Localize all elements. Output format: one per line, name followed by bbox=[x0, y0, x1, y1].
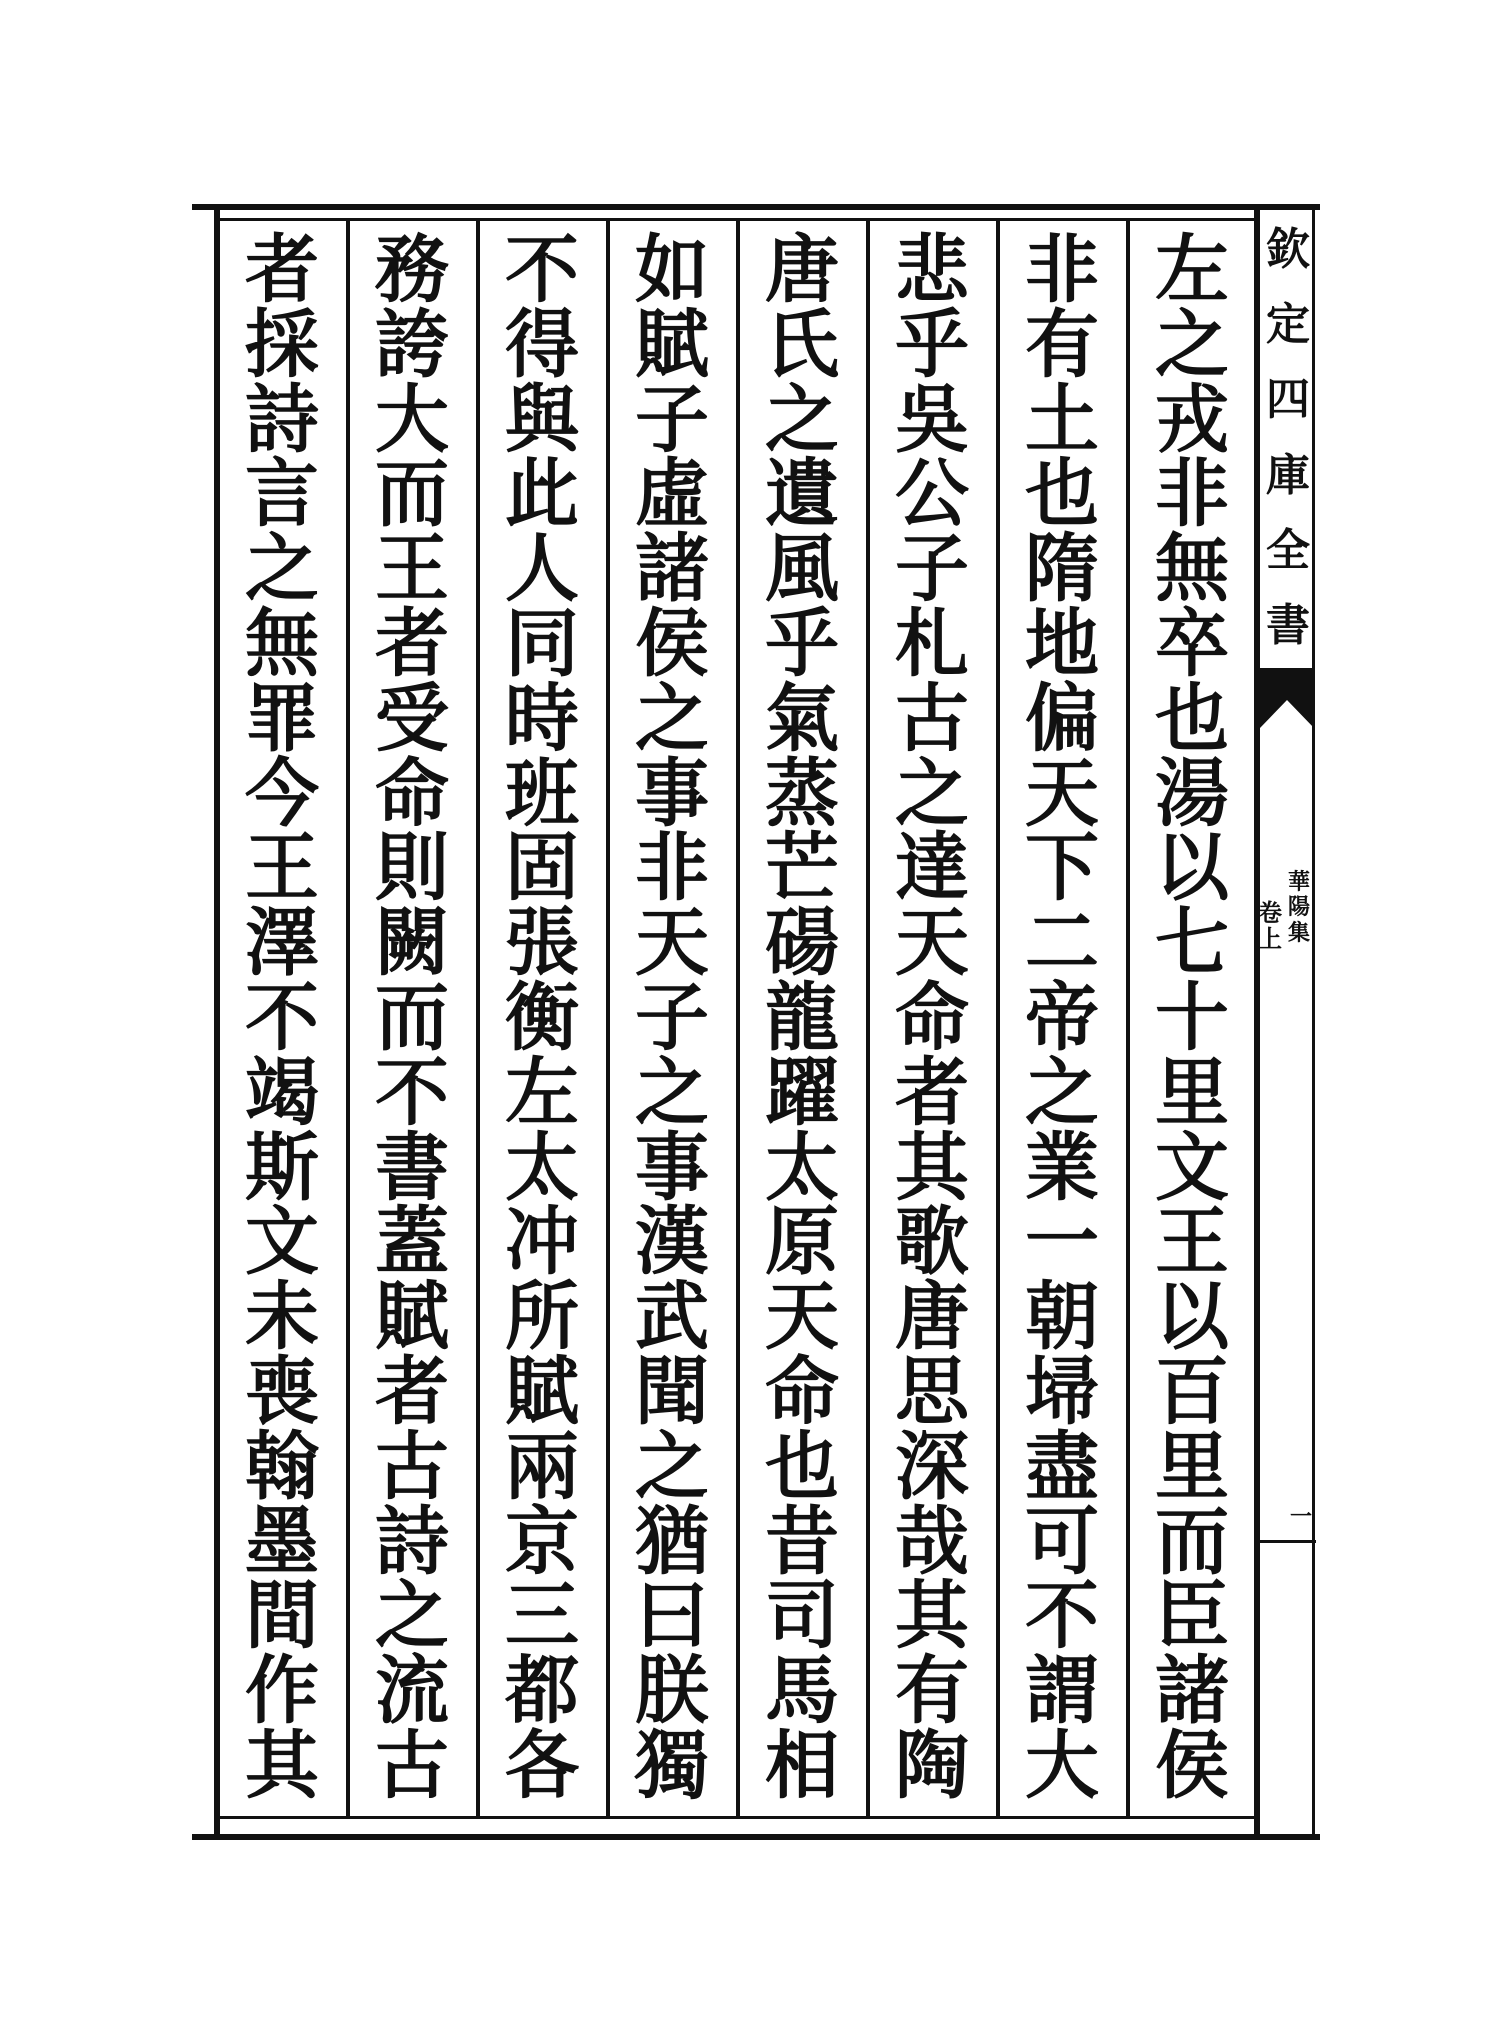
text-char: 唐 bbox=[895, 1274, 969, 1361]
series-title-char: 全 bbox=[1266, 524, 1310, 576]
text-char: 遺 bbox=[765, 451, 839, 538]
text-char: 子 bbox=[895, 526, 969, 613]
text-char: 不 bbox=[505, 227, 579, 313]
text-char: 無 bbox=[245, 600, 319, 687]
text-char: 則 bbox=[375, 825, 449, 912]
text-char: 原 bbox=[765, 1199, 839, 1286]
series-title-char: 定 bbox=[1266, 299, 1310, 351]
text-char: 詩 bbox=[375, 1498, 449, 1585]
text-char: 其 bbox=[245, 1722, 319, 1809]
text-column-7 bbox=[352, 225, 472, 1815]
column-divider bbox=[866, 218, 870, 1818]
text-char: 賦 bbox=[505, 1348, 579, 1435]
text-char: 古 bbox=[375, 1722, 449, 1809]
margin-rule bbox=[1256, 1540, 1316, 1543]
text-char: 有 bbox=[895, 1648, 969, 1735]
text-char: 子 bbox=[635, 376, 709, 463]
series-title bbox=[1264, 224, 1312, 651]
frame-edge-right-border bbox=[1312, 210, 1315, 1836]
text-char: 里 bbox=[1155, 1049, 1229, 1136]
text-char: 乎 bbox=[895, 301, 969, 388]
text-char: 札 bbox=[895, 600, 969, 687]
text-char: 七 bbox=[1155, 900, 1229, 987]
text-char: 思 bbox=[895, 1348, 969, 1435]
book-title-char: 陽 bbox=[1287, 894, 1310, 921]
text-char: 之 bbox=[635, 1423, 709, 1510]
text-char: 採 bbox=[245, 301, 319, 388]
text-char: 虛 bbox=[635, 451, 709, 538]
text-char: 下 bbox=[1025, 825, 1099, 912]
text-char: 諸 bbox=[1155, 1648, 1229, 1735]
text-char: 曰 bbox=[635, 1573, 709, 1660]
page-number: 一 bbox=[1290, 1504, 1313, 1530]
book-title-char: 華 bbox=[1287, 869, 1310, 895]
text-char: 王 bbox=[245, 825, 319, 912]
text-char: 深 bbox=[895, 1423, 969, 1510]
text-char: 猶 bbox=[635, 1498, 709, 1585]
text-char: 二 bbox=[1025, 900, 1099, 987]
text-char: 左 bbox=[1155, 227, 1229, 313]
text-char: 地 bbox=[1025, 600, 1099, 687]
text-char: 陶 bbox=[895, 1722, 969, 1809]
text-char: 之 bbox=[245, 526, 319, 613]
text-char: 以 bbox=[1155, 1274, 1229, 1361]
text-char: 諸 bbox=[635, 526, 709, 613]
text-char: 而 bbox=[1155, 1498, 1229, 1585]
series-title-char: 庫 bbox=[1266, 449, 1310, 501]
text-char: 所 bbox=[505, 1274, 579, 1361]
text-char: 衡 bbox=[505, 974, 579, 1061]
text-char: 誇 bbox=[375, 301, 449, 388]
text-char: 之 bbox=[765, 376, 839, 463]
text-char: 冲 bbox=[505, 1199, 579, 1286]
volume-label bbox=[1256, 900, 1284, 953]
text-char: 碭 bbox=[765, 900, 839, 987]
text-column-3 bbox=[872, 225, 992, 1815]
text-char: 都 bbox=[505, 1648, 579, 1735]
text-char: 武 bbox=[635, 1274, 709, 1361]
text-char: 今 bbox=[245, 750, 319, 837]
text-char: 受 bbox=[375, 675, 449, 762]
text-char: 也 bbox=[765, 1423, 839, 1510]
fishtail-mark-icon bbox=[1260, 668, 1314, 728]
series-title-char: 四 bbox=[1266, 374, 1310, 426]
text-char: 臣 bbox=[1155, 1573, 1229, 1660]
text-char: 一 bbox=[1025, 1199, 1099, 1286]
text-char: 大 bbox=[1025, 1722, 1099, 1809]
text-char: 兩 bbox=[505, 1423, 579, 1510]
text-char: 天 bbox=[635, 900, 709, 987]
volume-char: 上 bbox=[1258, 924, 1282, 954]
text-char: 與 bbox=[505, 376, 579, 463]
text-char: 流 bbox=[375, 1648, 449, 1735]
text-char: 之 bbox=[1025, 1049, 1099, 1136]
book-title bbox=[1286, 870, 1312, 946]
text-column-1 bbox=[1132, 225, 1252, 1815]
text-char: 間 bbox=[245, 1573, 319, 1660]
text-char: 賦 bbox=[375, 1274, 449, 1361]
text-char: 班 bbox=[505, 750, 579, 837]
text-char: 百 bbox=[1155, 1348, 1229, 1435]
text-char: 京 bbox=[505, 1498, 579, 1585]
text-char: 作 bbox=[245, 1648, 319, 1735]
frame-left-border bbox=[214, 210, 220, 1836]
text-char: 以 bbox=[1155, 825, 1229, 912]
frame-right-border bbox=[1254, 210, 1260, 1836]
text-char: 翰 bbox=[245, 1423, 319, 1510]
text-char: 古 bbox=[895, 675, 969, 762]
text-column-6 bbox=[482, 225, 602, 1815]
text-char: 墨 bbox=[245, 1498, 319, 1585]
text-char: 戎 bbox=[1155, 376, 1229, 463]
text-char: 不 bbox=[375, 1049, 449, 1136]
text-char: 氏 bbox=[765, 301, 839, 388]
text-char: 太 bbox=[505, 1124, 579, 1211]
text-char: 古 bbox=[375, 1423, 449, 1510]
text-char: 未 bbox=[245, 1274, 319, 1361]
book-title-char: 集 bbox=[1287, 919, 1310, 946]
text-char: 蒸 bbox=[765, 750, 839, 837]
frame-bottom-border bbox=[192, 1834, 1320, 1840]
text-char: 馬 bbox=[765, 1648, 839, 1735]
text-column-8 bbox=[222, 225, 342, 1815]
text-char: 同 bbox=[505, 600, 579, 687]
text-char: 帝 bbox=[1025, 974, 1099, 1061]
text-char: 書 bbox=[375, 1124, 449, 1211]
text-char: 如 bbox=[635, 227, 709, 313]
text-char: 者 bbox=[245, 227, 319, 313]
text-char: 命 bbox=[765, 1348, 839, 1435]
text-char: 蓋 bbox=[375, 1199, 449, 1286]
text-char: 也 bbox=[1025, 451, 1099, 538]
text-char: 言 bbox=[245, 451, 319, 538]
text-char: 事 bbox=[635, 750, 709, 837]
column-divider bbox=[736, 218, 740, 1818]
text-char: 詩 bbox=[245, 376, 319, 463]
text-char: 喪 bbox=[245, 1348, 319, 1435]
text-char: 偏 bbox=[1025, 675, 1099, 762]
text-char: 時 bbox=[505, 675, 579, 762]
text-char: 達 bbox=[895, 825, 969, 912]
text-char: 者 bbox=[375, 600, 449, 687]
text-char: 而 bbox=[375, 451, 449, 538]
text-char: 之 bbox=[635, 1049, 709, 1136]
text-char: 事 bbox=[635, 1124, 709, 1211]
text-char: 竭 bbox=[245, 1049, 319, 1136]
text-char: 不 bbox=[1025, 1573, 1099, 1660]
text-char: 賦 bbox=[635, 301, 709, 388]
text-char: 文 bbox=[245, 1199, 319, 1286]
text-char: 各 bbox=[505, 1722, 579, 1809]
text-column-4 bbox=[742, 225, 862, 1815]
text-char: 龍 bbox=[765, 974, 839, 1061]
text-char: 左 bbox=[505, 1049, 579, 1136]
column-divider bbox=[996, 218, 1000, 1818]
text-char: 卒 bbox=[1155, 600, 1229, 687]
text-char: 此 bbox=[505, 451, 579, 538]
text-char: 天 bbox=[1025, 750, 1099, 837]
text-char: 王 bbox=[375, 526, 449, 613]
series-title-char: 欽 bbox=[1266, 224, 1310, 275]
text-char: 斯 bbox=[245, 1124, 319, 1211]
column-divider bbox=[606, 218, 610, 1818]
text-char: 埽 bbox=[1025, 1348, 1099, 1435]
text-char: 者 bbox=[895, 1049, 969, 1136]
text-char: 非 bbox=[635, 825, 709, 912]
text-char: 罪 bbox=[245, 675, 319, 762]
text-char: 子 bbox=[635, 974, 709, 1061]
text-char: 謂 bbox=[1025, 1648, 1099, 1735]
volume-char: 卷 bbox=[1258, 898, 1282, 927]
text-char: 非 bbox=[1155, 451, 1229, 538]
text-char: 天 bbox=[765, 1274, 839, 1361]
text-char: 張 bbox=[505, 900, 579, 987]
text-char: 芒 bbox=[765, 825, 839, 912]
text-char: 之 bbox=[375, 1573, 449, 1660]
text-char: 朕 bbox=[635, 1648, 709, 1735]
text-char: 悲 bbox=[895, 227, 969, 313]
text-char: 者 bbox=[375, 1348, 449, 1435]
text-char: 昔 bbox=[765, 1498, 839, 1585]
text-char: 公 bbox=[895, 451, 969, 538]
text-char: 聞 bbox=[635, 1348, 709, 1435]
text-char: 文 bbox=[1155, 1124, 1229, 1211]
text-char: 乎 bbox=[765, 600, 839, 687]
text-char: 太 bbox=[765, 1124, 839, 1211]
text-char: 非 bbox=[1025, 227, 1099, 313]
text-char: 獨 bbox=[635, 1722, 709, 1809]
text-char: 之 bbox=[635, 675, 709, 762]
text-char: 侯 bbox=[1155, 1722, 1229, 1809]
text-char: 十 bbox=[1155, 974, 1229, 1061]
text-char: 闕 bbox=[375, 900, 449, 987]
text-char: 土 bbox=[1025, 376, 1099, 463]
text-char: 三 bbox=[505, 1573, 579, 1660]
text-char: 氣 bbox=[765, 675, 839, 762]
text-char: 命 bbox=[375, 750, 449, 837]
text-char: 侯 bbox=[635, 600, 709, 687]
text-char: 其 bbox=[895, 1573, 969, 1660]
text-char: 歌 bbox=[895, 1199, 969, 1286]
frame-top-border bbox=[192, 204, 1320, 210]
text-char: 吳 bbox=[895, 376, 969, 463]
column-divider bbox=[476, 218, 480, 1818]
text-column-5 bbox=[612, 225, 732, 1815]
text-char: 唐 bbox=[765, 227, 839, 313]
text-char: 也 bbox=[1155, 675, 1229, 762]
text-char: 命 bbox=[895, 974, 969, 1061]
text-char: 固 bbox=[505, 825, 579, 912]
text-char: 漢 bbox=[635, 1199, 709, 1286]
text-char: 有 bbox=[1025, 301, 1099, 388]
series-title-char: 書 bbox=[1266, 599, 1310, 651]
column-divider bbox=[1126, 218, 1130, 1818]
text-char: 可 bbox=[1025, 1498, 1099, 1585]
text-char: 之 bbox=[895, 750, 969, 837]
text-char: 其 bbox=[895, 1124, 969, 1211]
text-char: 隋 bbox=[1025, 526, 1099, 613]
text-char: 不 bbox=[245, 974, 319, 1061]
text-char: 里 bbox=[1155, 1423, 1229, 1510]
text-char: 務 bbox=[375, 227, 449, 313]
text-column-2 bbox=[1002, 225, 1122, 1815]
text-char: 之 bbox=[1155, 301, 1229, 388]
text-char: 盡 bbox=[1025, 1423, 1099, 1510]
column-divider bbox=[346, 218, 350, 1818]
text-char: 相 bbox=[765, 1722, 839, 1809]
text-char: 而 bbox=[375, 974, 449, 1061]
text-char: 大 bbox=[375, 376, 449, 463]
text-char: 人 bbox=[505, 526, 579, 613]
text-char: 王 bbox=[1155, 1199, 1229, 1286]
text-char: 躍 bbox=[765, 1049, 839, 1136]
text-char: 澤 bbox=[245, 900, 319, 987]
text-char: 哉 bbox=[895, 1498, 969, 1585]
text-char: 司 bbox=[765, 1573, 839, 1660]
text-char: 湯 bbox=[1155, 750, 1229, 837]
text-char: 業 bbox=[1025, 1124, 1099, 1211]
text-char: 無 bbox=[1155, 526, 1229, 613]
text-char: 得 bbox=[505, 301, 579, 388]
text-char: 風 bbox=[765, 526, 839, 613]
text-char: 朝 bbox=[1025, 1274, 1099, 1361]
text-char: 天 bbox=[895, 900, 969, 987]
